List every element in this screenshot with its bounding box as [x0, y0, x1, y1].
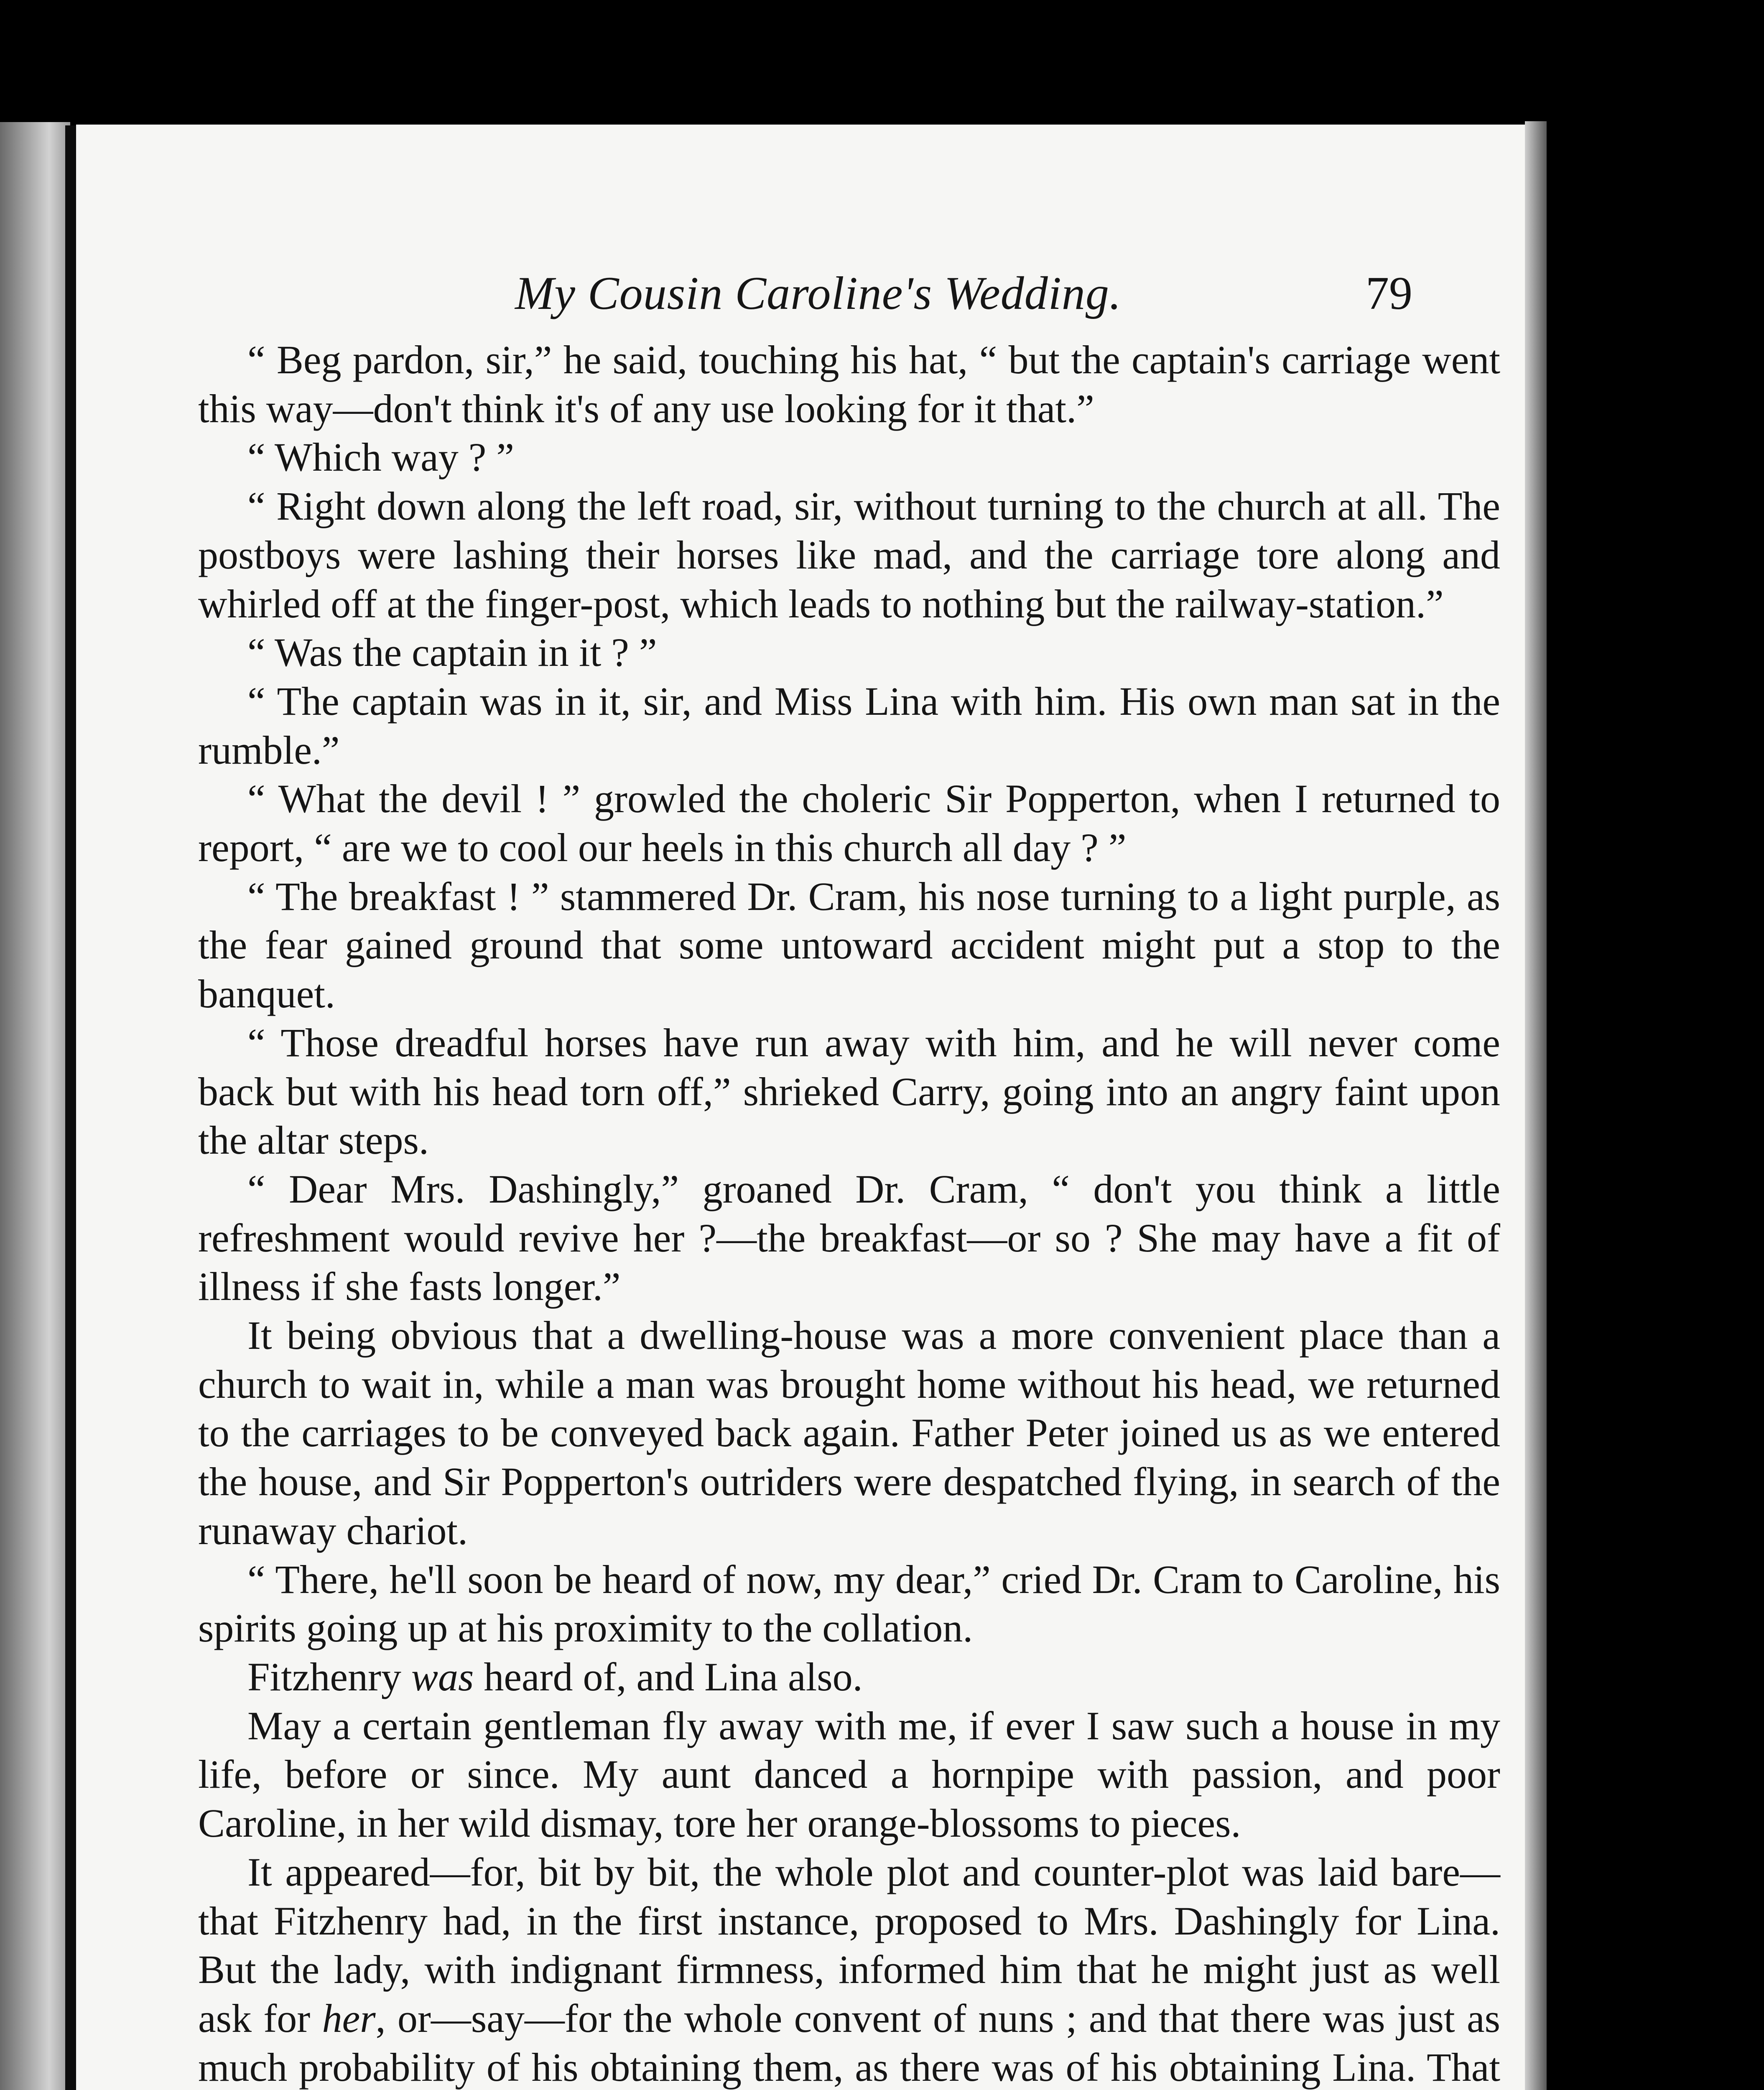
paragraph: “ Which way ? ”: [247, 435, 514, 480]
paragraph: It being obvious that a dwelling-house was a more convenient place than a church to wait in, while a man was brought home without his head, we returned to the carriages to be conveyed back again. Father Peter joined us as we entered the house, and Sir Popperton's outriders were despatched flying, in search of the runaway chariot.: [198, 1313, 1500, 1553]
paragraph: “ Beg pardon, sir,” he said, touching his hat, “ but the captain's carriage went this way—don't think it's of any use looking for it that.”: [198, 337, 1500, 431]
running-head: [76, 267, 1525, 334]
paragraph: “ The captain was in it, sir, and Miss Lina with him. His own man sat in the rumble.”: [198, 678, 1500, 772]
facing-page-edge: [0, 122, 70, 2090]
paragraph: “ Right down along the left road, sir, without turning to the church at all. The postboys were lashing their horses like mad, and the carriage tore along and whirled off at the finger-post, which leads to nothing but the railway-station.”: [198, 484, 1500, 626]
body-text: [198, 336, 1500, 2090]
page-number: 79: [1366, 268, 1412, 319]
emphasis-text: was: [411, 1654, 474, 1699]
paragraph-fitzhenry: [198, 1653, 1500, 1702]
paragraph: “ Those dreadful horses have run away with him, and he will never come back but with his head torn off,” shrieked Carry, going into an angry faint upon the altar steps.: [198, 1020, 1500, 1163]
paragraph: “ Dear Mrs. Dashingly,” groaned Dr. Cram, “ don't you think a little refreshment would revive her ?—the breakfast—or so ? She may have a fit of illness if she fasts longer.”: [198, 1166, 1500, 1309]
paragraph: “ What the devil ! ” growled the choleric Sir Popperton, when I returned to report, “ are we to cool our heels in this church all day ? ”: [198, 776, 1500, 870]
paragraph: “ There, he'll soon be heard of now, my dear,” cried Dr. Cram to Caroline, his spirits going up at his proximity to the collation.: [198, 1557, 1500, 1651]
text-run: heard of, and Lina also.: [474, 1654, 863, 1699]
paragraph-plot: [198, 1848, 1500, 2090]
paragraph: “ The breakfast ! ” stammered Dr. Cram, his nose turning to a light purple, as the fear gained ground that some untoward accident might put a stop to the banquet.: [198, 874, 1500, 1017]
book-gutter: [65, 125, 76, 2090]
paragraph: “ Was the captain in it ? ”: [247, 630, 657, 675]
book-page: [76, 125, 1525, 2090]
text-run: , or—say—for the whole convent of nuns ; and that there was just as much probability of his obtaining them, as there was of his obtaining Lina. That: [198, 1996, 1501, 2090]
emphasis-text: her: [322, 1996, 376, 2041]
text-run: Fitzhenry: [247, 1654, 411, 1699]
text-run: It appeared—for, bit by bit, the whole plot and counter-plot was laid bare—that Fitzhenry had, in the first instance, proposed to Mrs. Dashingly for Lina. But the lady, with indignant firmness, informed him that he might just as well ask for: [198, 1849, 1500, 2041]
paragraph: May a certain gentleman fly away with me, if ever I saw such a house in my life, before or since. My aunt danced a hornpipe with passion, and poor Caroline, in her wild dismay, tore her orange-blossoms to pieces.: [198, 1703, 1500, 1846]
page-edge-shadow: [1525, 121, 1547, 2090]
running-title: My Cousin Caroline's Wedding.: [515, 268, 1122, 319]
